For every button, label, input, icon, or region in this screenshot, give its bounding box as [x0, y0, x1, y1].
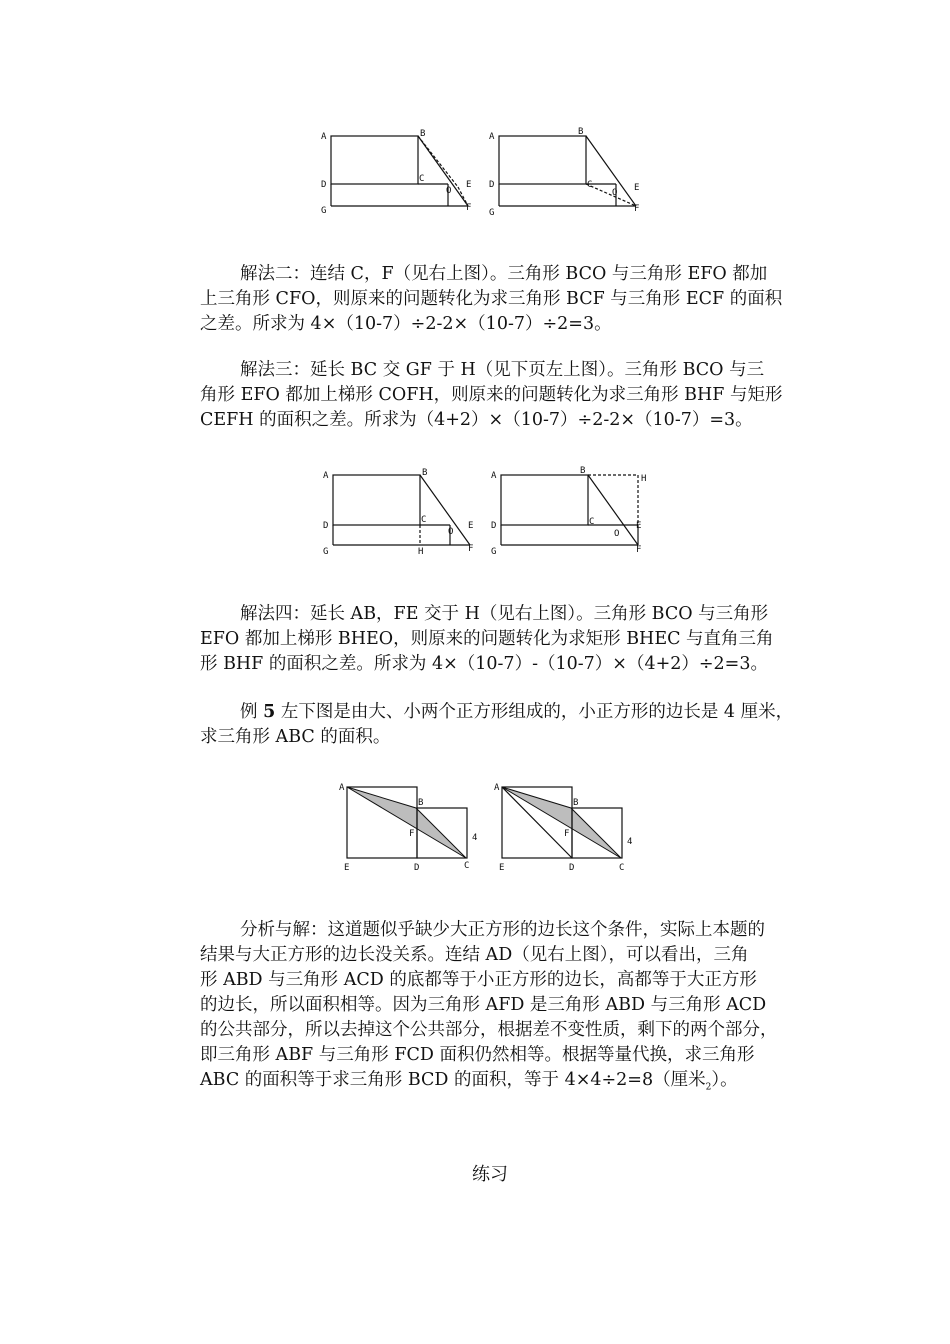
label-F: F	[636, 545, 642, 555]
text-segment: ）。	[711, 1070, 738, 1090]
label-D: D	[414, 863, 420, 873]
label-A: A	[321, 132, 327, 142]
text-line: 求三角形 ABC 的面积。	[200, 727, 391, 747]
label-O: O	[614, 529, 620, 539]
text-line: 角形 EFO 都加上梯形 COFH，则原来的问题转化为求三角形 BHF 与矩形	[200, 385, 783, 405]
text-line: 形 BHF 的面积之差。所求为 4×（10-7）-（10-7）×（4+2）÷2=3。	[200, 654, 768, 674]
label-D: D	[491, 521, 497, 531]
text-line: 即三角形 ABF 与三角形 FCD 面积仍然相等。根据等量代换，求三角形	[200, 1045, 755, 1065]
label-A: A	[494, 783, 500, 793]
label-F: F	[564, 829, 570, 839]
label-C: C	[619, 863, 625, 873]
label-G: G	[491, 547, 497, 557]
text-line: CEFH 的面积之差。所求为（4+2）×（10-7）÷2-2×（10-7）=3。	[200, 410, 753, 430]
label-B: B	[422, 468, 428, 478]
text-line: 上三角形 CFO，则原来的问题转化为求三角形 BCF 与三角形 ECF 的面积	[200, 289, 783, 309]
label-B: B	[420, 129, 426, 139]
paragraph-solution-3	[200, 358, 810, 433]
label-E: E	[636, 521, 642, 531]
label-side-4: 4	[472, 833, 478, 843]
label-E: E	[466, 180, 472, 190]
label-G: G	[489, 208, 495, 218]
label-A: A	[491, 471, 497, 481]
label-E: E	[499, 863, 505, 873]
section-heading-practice: 练习	[472, 1164, 508, 1185]
label-O: O	[448, 527, 454, 537]
label-G: G	[323, 547, 329, 557]
label-F: F	[634, 204, 640, 214]
label-B: B	[573, 798, 579, 808]
label-B: B	[578, 127, 584, 137]
label-B: B	[580, 466, 586, 476]
label-A: A	[339, 783, 345, 793]
label-H: H	[641, 474, 647, 484]
label-F: F	[468, 544, 474, 554]
example-number: 5	[263, 702, 276, 722]
label-B: B	[418, 798, 424, 808]
figure-rectangles-row-1	[316, 125, 646, 220]
text-line: 之差。所求为 4×（10-7）÷2-2×（10-7）÷2=3。	[200, 314, 612, 334]
label-C: C	[464, 861, 470, 871]
label-D: D	[569, 863, 575, 873]
text-line: 的公共部分，所以去掉这个公共部分，根据差不变性质，剩下的两个部分，	[200, 1020, 778, 1040]
paragraph-example-5	[200, 700, 810, 750]
label-E: E	[634, 183, 640, 193]
text-line: 解法四：延长 AB，FE 交于 H（见右上图）。三角形 BCO 与三角形	[240, 604, 769, 624]
label-C: C	[419, 174, 425, 184]
example-text: 左下图是由大、小两个正方形组成的，小正方形的边长是 4 厘米，	[275, 702, 794, 722]
text-line: 形 ABD 与三角形 ACD 的底都等于小正方形的边长，高都等于大正方形	[200, 970, 757, 990]
paragraph-solution-4	[200, 602, 810, 677]
text-line: 解法三：延长 BC 交 GF 于 H（见下页左上图）。三角形 BCO 与三	[240, 360, 765, 380]
text-line: EFO 都加上梯形 BHEO，则原来的问题转化为求矩形 BHEC 与直角三角	[200, 629, 774, 649]
figure-rectangles-row-2	[318, 462, 653, 560]
label-A: A	[323, 471, 329, 481]
text-line: 结果与大正方形的边长没关系。连结 AD（见右上图），可以看出，三角	[200, 945, 749, 965]
label-F: F	[466, 203, 472, 213]
label-D: D	[489, 180, 495, 190]
label-side-4: 4	[627, 837, 633, 847]
text-line: 解法二：连结 C，F（见右上图）。三角形 BCO 与三角形 EFO 都加	[240, 264, 768, 284]
label-C: C	[587, 180, 593, 190]
label-A: A	[489, 132, 495, 142]
text-segment: ABC 的面积等于求三角形 BCD 的面积，等于 4×4÷2=8（厘米	[200, 1070, 706, 1090]
label-H: H	[418, 547, 424, 557]
text-line: 的边长，所以面积相等。因为三角形 AFD 是三角形 ABD 与三角形 ACD	[200, 995, 767, 1015]
text-line	[200, 700, 810, 725]
label-D: D	[321, 180, 327, 190]
label-C: C	[589, 517, 595, 527]
figure-squares-row	[334, 778, 644, 876]
paragraph-solution-2	[200, 262, 810, 337]
paragraph-analysis	[200, 918, 810, 1101]
label-O: O	[446, 186, 452, 196]
text-line	[200, 1068, 810, 1101]
label-O: O	[612, 188, 618, 198]
label-F: F	[409, 829, 415, 839]
label-E: E	[344, 863, 350, 873]
example-prefix: 例	[240, 702, 264, 722]
label-G: G	[321, 206, 327, 216]
superscript-2: 2	[705, 1082, 712, 1093]
text-line: 分析与解：这道题似乎缺少大正方形的边长这个条件，实际上本题的	[240, 920, 765, 940]
figure-example-5-right	[494, 783, 632, 873]
label-C: C	[421, 515, 427, 525]
label-D: D	[323, 521, 329, 531]
label-E: E	[468, 521, 474, 531]
figure-example-5-left	[339, 783, 477, 873]
